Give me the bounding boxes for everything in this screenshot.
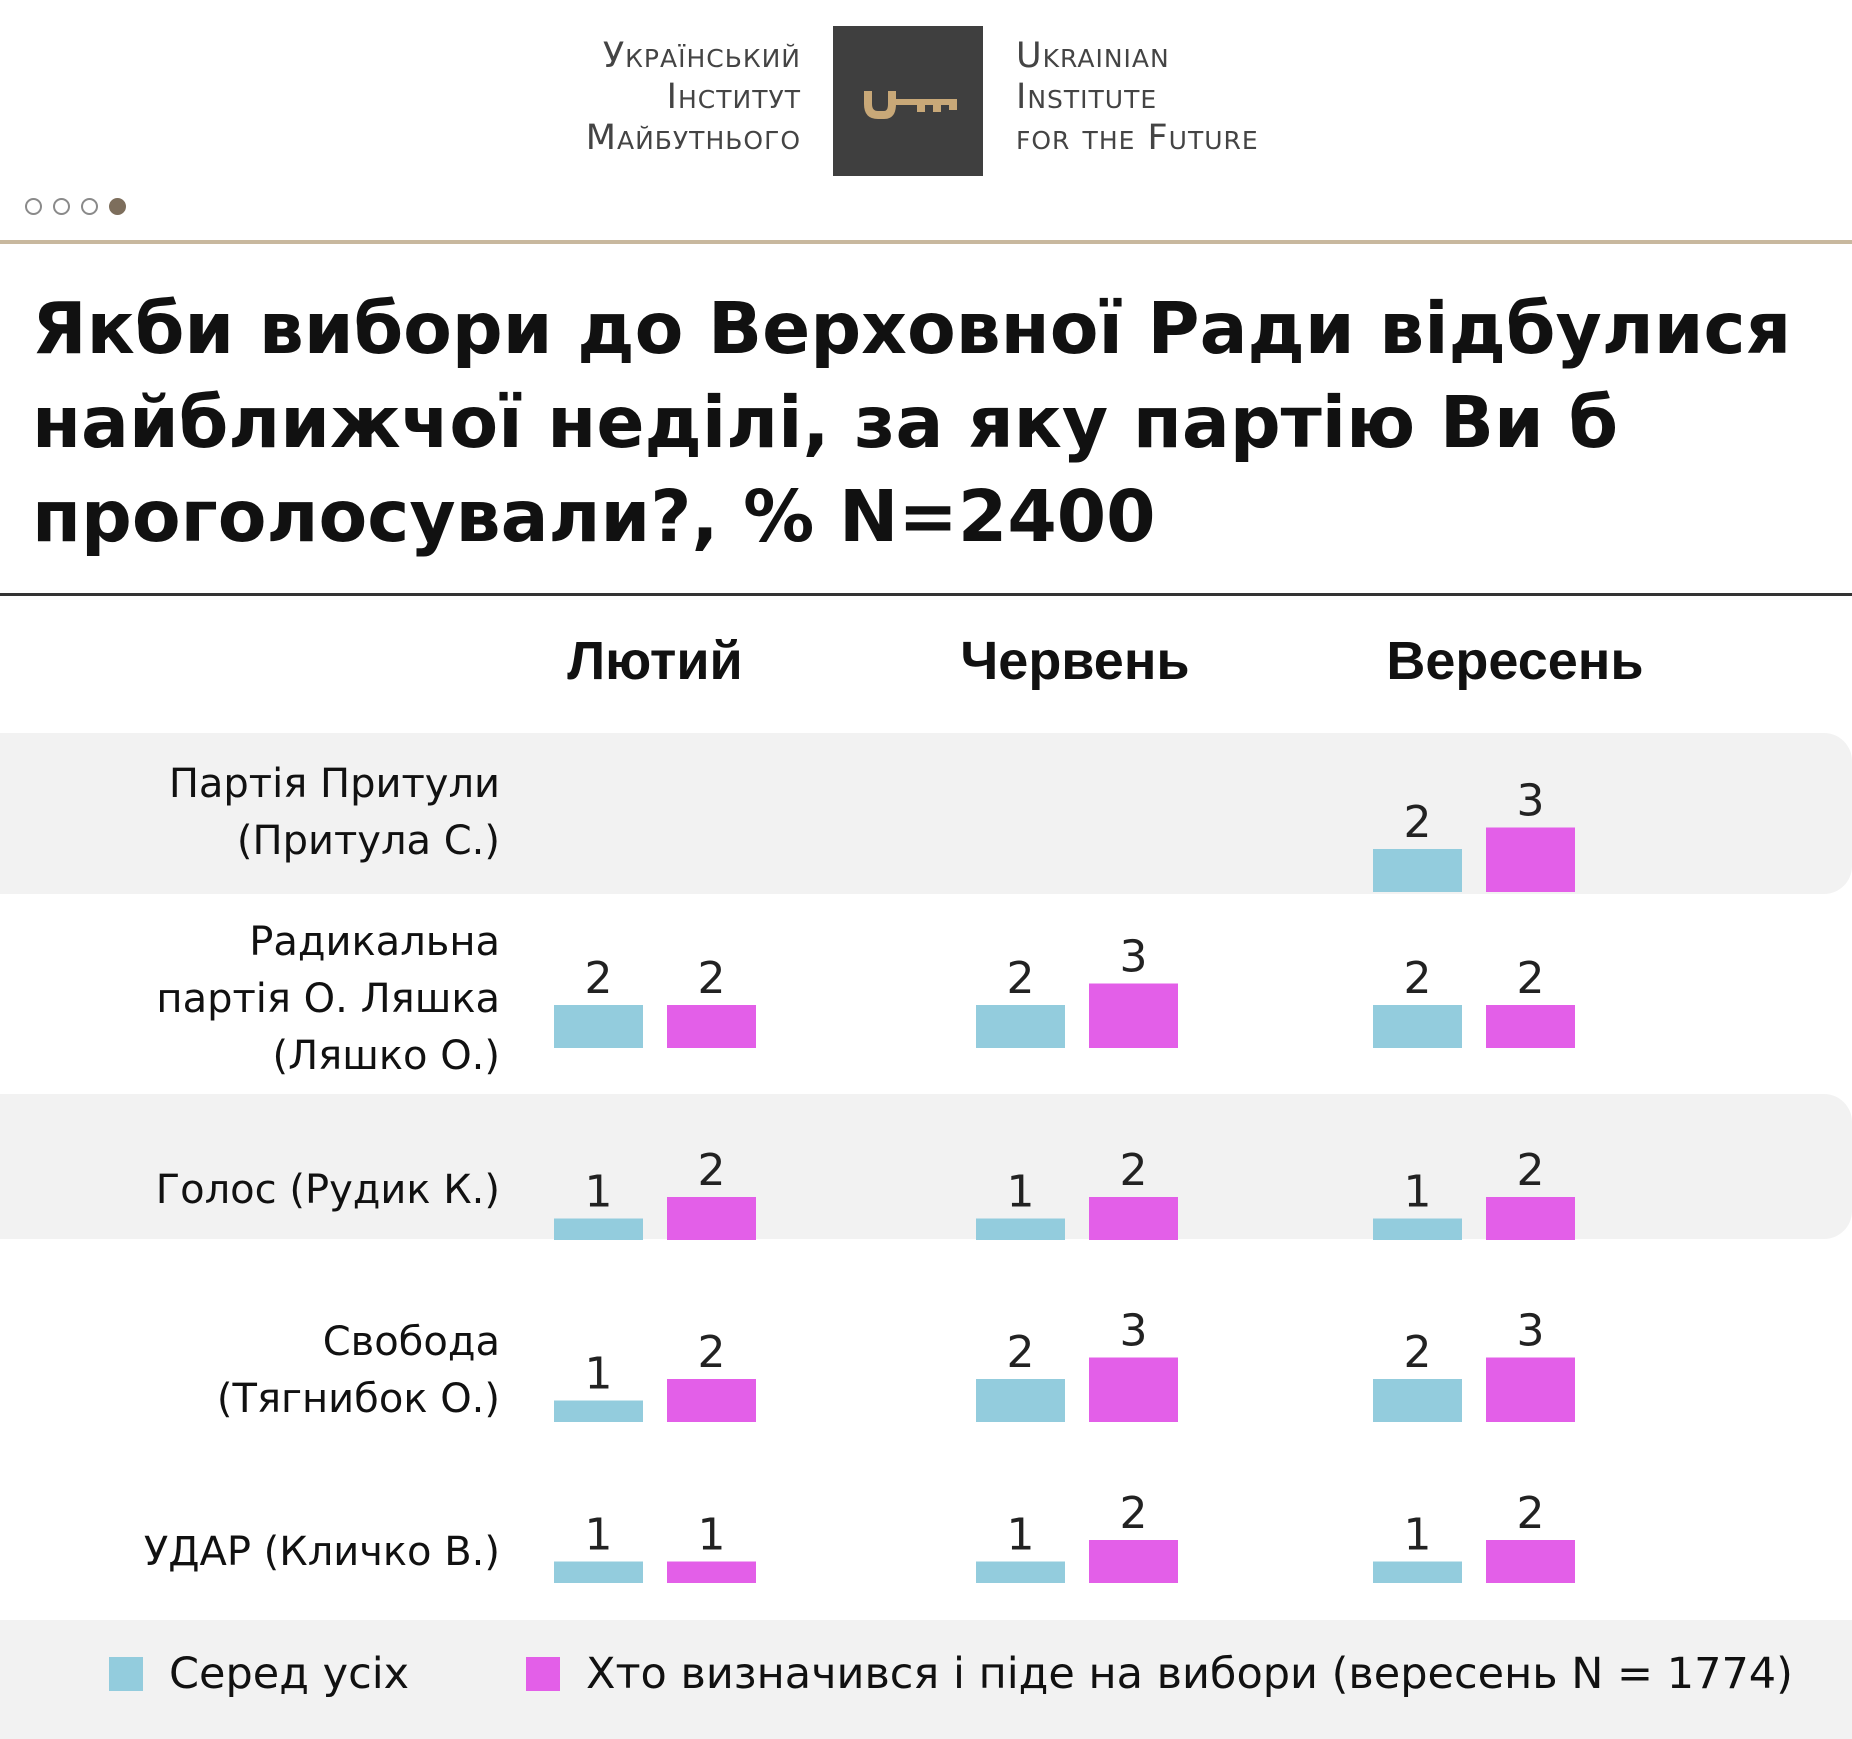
row-label-line: Радикальна	[249, 919, 500, 965]
legend-item-decided	[526, 1644, 1793, 1704]
bar-value-label: 2	[1403, 953, 1432, 1004]
legend-item-all	[109, 1644, 409, 1704]
bar	[1486, 1358, 1575, 1423]
bar	[1486, 1540, 1575, 1583]
logo-uk-line: Майбутнього	[585, 118, 801, 158]
bar	[1089, 1540, 1178, 1583]
bar	[976, 1219, 1065, 1241]
bar	[1373, 1219, 1462, 1241]
row-label-line: Свобода	[322, 1319, 500, 1365]
bar	[976, 1005, 1065, 1048]
bar	[667, 1379, 756, 1422]
bar	[1373, 1379, 1462, 1422]
chart-title: Якби вибори до Верховної Ради відбулися найближчої неділі, за яку партію Ви б проголосували?, % N=2400	[32, 287, 1792, 558]
bar-value-label: 1	[584, 1166, 613, 1218]
bar-value-label: 2	[1516, 1145, 1545, 1196]
bar	[667, 1562, 756, 1584]
bar-value-label: 3	[1516, 1305, 1545, 1357]
bar-value-label: 2	[697, 1145, 726, 1196]
row-label-line: Партія Притули	[168, 761, 500, 807]
logo-en-line: for the Future	[1016, 118, 1259, 158]
bar	[554, 1219, 643, 1241]
bar	[667, 1005, 756, 1048]
legend-swatch-all	[109, 1657, 143, 1691]
bar-value-label: 1	[584, 1509, 613, 1561]
row-label-line: УДАР (Кличко В.)	[143, 1529, 500, 1575]
bar-value-label: 2	[1516, 1488, 1545, 1539]
logo-uk-line: Український	[602, 36, 801, 76]
bar-value-label: 2	[697, 1327, 726, 1378]
bar	[1486, 828, 1575, 893]
bar	[1089, 1197, 1178, 1240]
bar-value-label: 2	[1403, 797, 1432, 848]
column-header-september: Вересень	[1386, 631, 1644, 691]
bar	[554, 1562, 643, 1584]
column-header-february: Лютий	[567, 631, 743, 691]
logo-en-line: Institute	[1016, 77, 1158, 117]
bar-value-label: 1	[1006, 1509, 1035, 1561]
bar	[1486, 1197, 1575, 1240]
bar-value-label: 2	[1403, 1327, 1432, 1378]
column-header-june: Червень	[960, 631, 1190, 691]
row-label-line: (Тягнибок О.)	[216, 1376, 500, 1422]
bar	[1089, 984, 1178, 1049]
bar-value-label: 2	[1006, 1327, 1035, 1378]
bar	[1373, 1562, 1462, 1584]
bar-value-label: 1	[697, 1509, 726, 1561]
bar	[554, 1401, 643, 1423]
legend-label-all: Серед усіх	[169, 1649, 410, 1699]
legend-label-decided: Хто визначився і піде на вибори (вересень N = 1774)	[586, 1649, 1793, 1699]
row-label-line: Голос (Рудик К.)	[155, 1167, 500, 1213]
bar-value-label: 3	[1119, 931, 1148, 983]
bar	[1373, 1005, 1462, 1048]
bar-value-label: 1	[1403, 1509, 1432, 1561]
bar-value-label: 2	[697, 953, 726, 1004]
bar-value-label: 2	[1119, 1145, 1148, 1196]
bar-value-label: 2	[1119, 1488, 1148, 1539]
legend-swatch-decided	[526, 1657, 560, 1691]
row-label-line: (Притула С.)	[236, 818, 500, 864]
row-label-line: (Ляшко О.)	[272, 1033, 500, 1079]
logo-en-line: Ukrainian	[1016, 36, 1170, 76]
row-label-line: партія О. Ляшка	[156, 976, 500, 1022]
bar	[1089, 1358, 1178, 1423]
bar-value-label: 3	[1119, 1305, 1148, 1357]
bar	[976, 1562, 1065, 1584]
bar-value-label: 1	[1403, 1166, 1432, 1218]
bar-value-label: 2	[1006, 953, 1035, 1004]
logo-uk-line: Інститут	[666, 77, 801, 117]
bar	[1486, 1005, 1575, 1048]
bar-value-label: 1	[1006, 1166, 1035, 1218]
bar-value-label: 2	[584, 953, 613, 1004]
bar	[667, 1197, 756, 1240]
bar	[976, 1379, 1065, 1422]
bar	[554, 1005, 643, 1048]
bar	[1373, 849, 1462, 892]
bar-value-label: 3	[1516, 775, 1545, 827]
bar-value-label: 1	[584, 1348, 613, 1400]
bar-value-label: 2	[1516, 953, 1545, 1004]
